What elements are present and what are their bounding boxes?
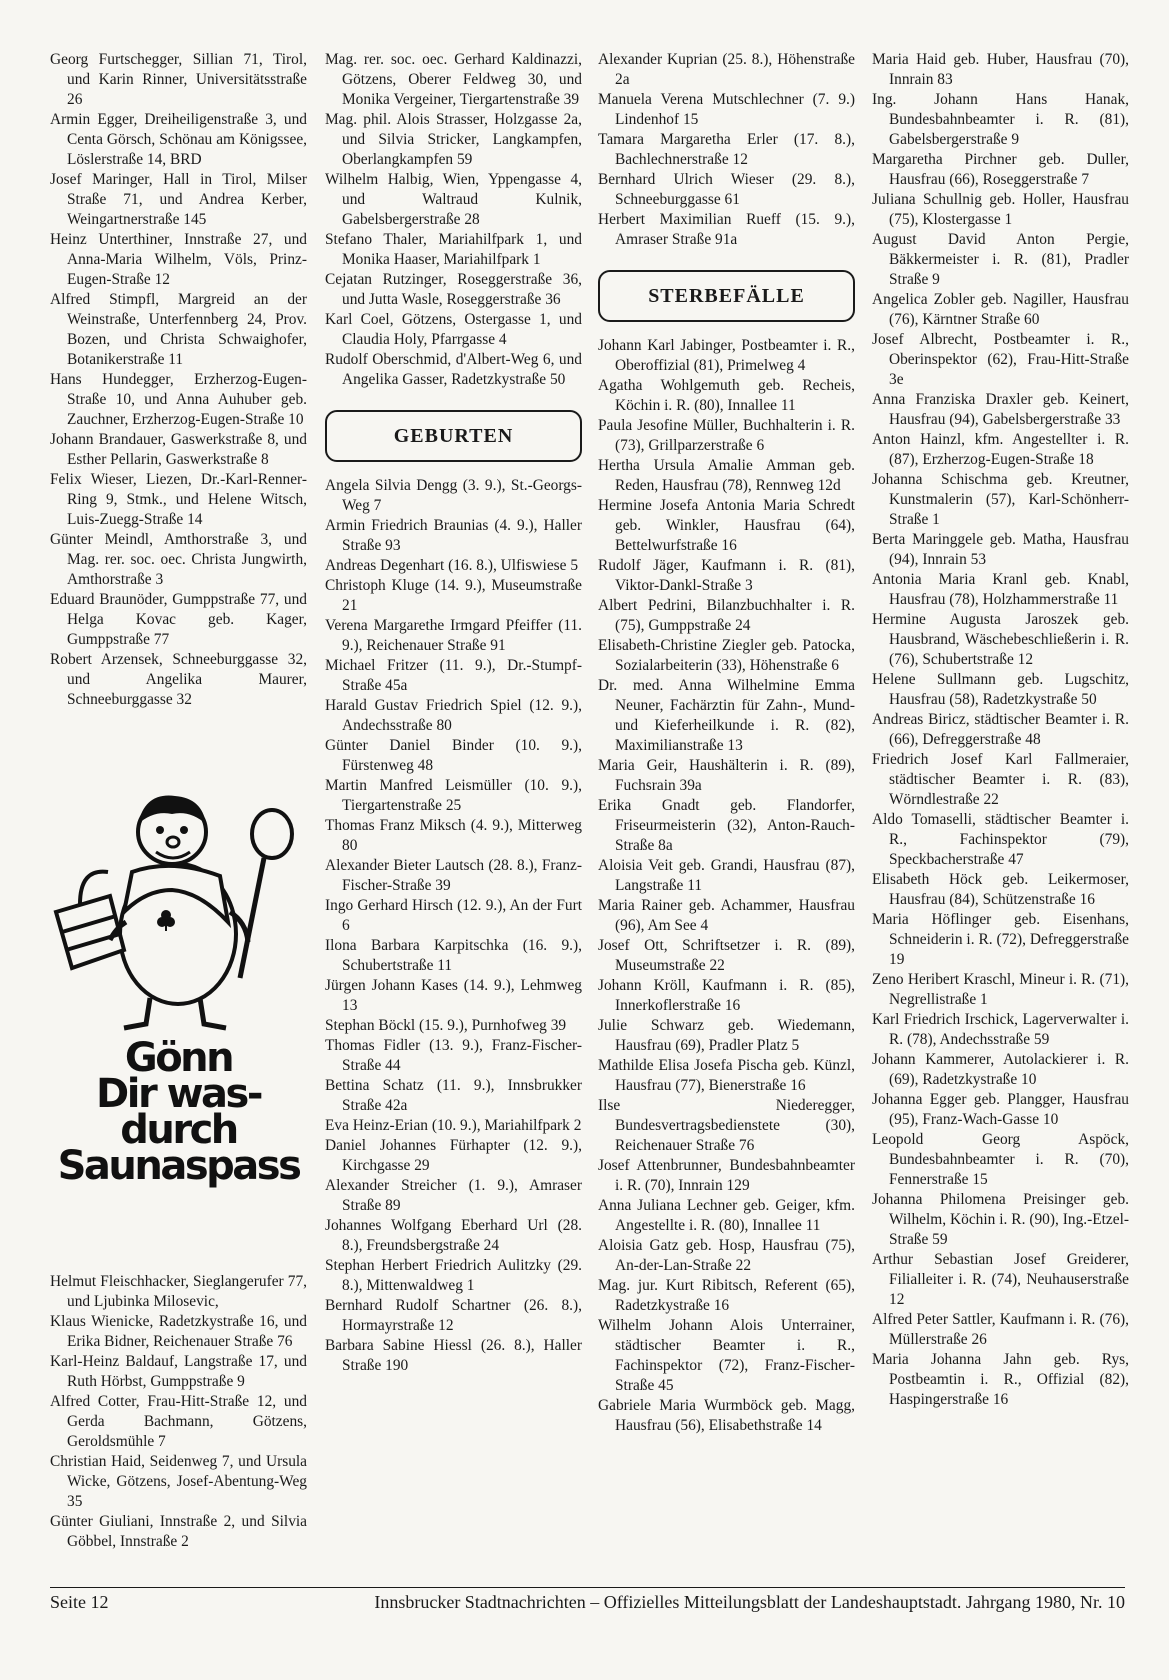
marriages-list-2: [325, 50, 582, 390]
marriage-entry: Eduard Braunöder, Gumppstraße 77, und Helga Kovac geb. Kager, Gumppstraße 77: [50, 591, 307, 648]
death-entry: Hermine Augusta Jaroszek geb. Hausbrand, Wäschebeschließerin i. R. (76), Schubertstraße 12: [872, 611, 1129, 668]
marriage-entry: Armin Egger, Dreiheiligenstraße 3, und Centa Görsch, Schönau am Königssee, Löslerstraße 14, BRD: [50, 111, 307, 168]
death-entry: Elisabeth Höck geb. Leikermoser, Hausfrau (84), Schützenstraße 16: [872, 871, 1129, 908]
marriage-entry: Rudolf Oberschmid, d'Albert-Weg 6, und Angelika Gasser, Radetzkystraße 50: [325, 351, 582, 388]
marriage-entry: Günter Giuliani, Innstraße 2, und Silvia Göbbel, Innstraße 2: [50, 1513, 307, 1550]
death-entry: Paula Jesofine Müller, Buchhalterin i. R. (73), Grillparzerstraße 6: [598, 417, 855, 454]
birth-entry: Harald Gustav Friedrich Spiel (12. 9.), Andechsstraße 80: [325, 697, 582, 734]
marriage-entry: Mag. rer. soc. oec. Gerhard Kaldinazzi, Götzens, Oberer Feldweg 30, und Monika Vergeiner, Tiergartenstraße 39: [325, 51, 582, 108]
birth-entry: Martin Manfred Leismüller (10. 9.), Tiergartenstraße 25: [325, 777, 582, 814]
birth-entry: Armin Friedrich Braunias (4. 9.), Haller Straße 93: [325, 517, 582, 554]
death-entry: Alfred Peter Sattler, Kaufmann i. R. (76), Müllerstraße 26: [872, 1311, 1129, 1348]
marriage-entry: Josef Maringer, Hall in Tirol, Milser Straße 71, und Andrea Kerber, Weingartnerstraße 145: [50, 171, 307, 228]
death-entry: Berta Maringgele geb. Matha, Hausfrau (94), Innrain 53: [872, 531, 1129, 568]
marriage-entry: Helmut Fleischhacker, Sieglangerufer 77, und Ljubinka Milosevic,: [50, 1273, 307, 1310]
death-entry: Maria Johanna Jahn geb. Rys, Postbeamtin i. R., Offizial (82), Haspingerstraße 16: [872, 1351, 1129, 1408]
death-entry: Andreas Biricz, städtischer Beamter i. R. (66), Defreggerstraße 48: [872, 711, 1129, 748]
death-entry: Maria Rainer geb. Achammer, Hausfrau (96), Am See 4: [598, 897, 855, 934]
birth-entry: Thomas Franz Miksch (4. 9.), Mitterweg 80: [325, 817, 582, 854]
slogan-line: Dir was-: [96, 1071, 261, 1117]
death-entry: Johanna Philomena Preisinger geb. Wilhelm, Köchin i. R. (90), Ing.-Etzel-Straße 59: [872, 1191, 1129, 1248]
birth-entry: Alexander Bieter Lautsch (28. 8.), Franz-Fischer-Straße 39: [325, 857, 582, 894]
death-entry: Helene Sullmann geb. Lugschitz, Hausfrau (58), Radetzkystraße 50: [872, 671, 1129, 708]
marriage-entry: Karl-Heinz Baldauf, Langstraße 17, und Ruth Hörbst, Gumppstraße 9: [50, 1353, 307, 1390]
birth-entry: Ilona Barbara Karpitschka (16. 9.), Schubertstraße 11: [325, 937, 582, 974]
birth-entry: Barbara Sabine Hiessl (26. 8.), Haller Straße 190: [325, 1337, 582, 1374]
death-entry: Erika Gnadt geb. Flandorfer, Friseurmeisterin (32), Anton-Rauch-Straße 8a: [598, 797, 855, 854]
marriage-entry: Wilhelm Halbig, Wien, Yppengasse 4, und Waltraud Kulnik, Gabelsbergerstraße 28: [325, 171, 582, 228]
marriage-entry: Günter Meindl, Amthorstraße 3, und Mag. rer. soc. oec. Christa Jungwirth, Amthorstraße 3: [50, 531, 307, 588]
birth-entry: Verena Margarethe Irmgard Pfeiffer (11. 9.), Reichenauer Straße 91: [325, 617, 582, 654]
marriage-entry: Mag. phil. Alois Strasser, Holzgasse 2a, und Silvia Stricker, Langkampfen, Oberlangkampfen 59: [325, 111, 582, 168]
birth-entry: Herbert Maximilian Rueff (15. 9.), Amraser Straße 91a: [598, 211, 855, 248]
birth-entry: Bernhard Ulrich Wieser (29. 8.), Schneeburggasse 61: [598, 171, 855, 208]
death-entry: Rudolf Jäger, Kaufmann i. R. (81), Viktor-Dankl-Straße 3: [598, 557, 855, 594]
publication-line: Innsbrucker Stadtnachrichten – Offizielles Mitteilungsblatt der Landeshauptstadt. Jahrgang 1980, Nr. 10: [374, 1592, 1125, 1612]
marriage-entry: Cejatan Rutzinger, Roseggerstraße 36, und Jutta Wasle, Roseggerstraße 36: [325, 271, 582, 308]
death-entry: Margaretha Pirchner geb. Duller, Hausfrau (66), Roseggerstraße 7: [872, 151, 1129, 188]
death-entry: Josef Albrecht, Postbeamter i. R., Oberinspektor (62), Frau-Hitt-Straße 3e: [872, 331, 1129, 388]
death-entry: Dr. med. Anna Wilhelmine Emma Neuner, Fachärztin für Zahn-, Mund- und Kieferheilkunde i. R. (82), Maximilianstraße 13: [598, 677, 855, 754]
sauna-mascot-illustration: [50, 772, 307, 1042]
death-entry: Gabriele Maria Wurmböck geb. Magg, Hausfrau (56), Elisabethstraße 14: [598, 1397, 855, 1434]
death-entry: Anton Hainzl, kfm. Angestellter i. R. (87), Erzherzog-Eugen-Straße 18: [872, 431, 1129, 468]
deaths-list-2: [872, 50, 1129, 1410]
death-entry: Julie Schwarz geb. Wiedemann, Hausfrau (69), Pradler Platz 5: [598, 1017, 855, 1054]
births-heading: GEBURTEN: [325, 410, 582, 462]
death-entry: August David Anton Pergie, Bäkkermeister i. R. (81), Pradler Straße 9: [872, 231, 1129, 288]
birth-entry: Günter Daniel Binder (10. 9.), Fürstenweg 48: [325, 737, 582, 774]
birth-entry: Bettina Schatz (11. 9.), Innsbrukker Straße 42a: [325, 1077, 582, 1114]
marriage-entry: Georg Furtschegger, Sillian 71, Tirol, und Karin Rinner, Universitätsstraße 26: [50, 51, 307, 108]
page-number: Seite 12: [50, 1592, 109, 1612]
death-entry: Aldo Tomaselli, städtischer Beamter i. R., Fachinspektor (79), Speckbacherstraße 47: [872, 811, 1129, 868]
marriage-entry: Alfred Cotter, Frau-Hitt-Straße 12, und Gerda Bachmann, Götzens, Geroldsmühle 7: [50, 1393, 307, 1450]
births-list-continued: [598, 50, 855, 250]
births-list: [325, 476, 582, 1376]
death-entry: Johann Karl Jabinger, Postbeamter i. R., Oberoffizial (81), Primelweg 4: [598, 337, 855, 374]
birth-entry: Alexander Kuprian (25. 8.), Höhenstraße 2a: [598, 51, 855, 88]
marriage-entry: Karl Coel, Götzens, Ostergasse 1, und Claudia Holy, Pfarrgasse 4: [325, 311, 582, 348]
death-entry: Aloisia Veit geb. Grandi, Hausfrau (87), Langstraße 11: [598, 857, 855, 894]
column-4: [872, 50, 1129, 1410]
birth-entry: Andreas Degenhart (16. 8.), Ulfiswiese 5: [325, 557, 579, 574]
death-entry: Ing. Johann Hans Hanak, Bundesbahnbeamter i. R. (81), Gabelsbergerstraße 9: [872, 91, 1129, 148]
death-entry: Wilhelm Johann Alois Unterrainer, städtischer Beamter i. R., Fachinspektor (72), Franz-Fischer-Straße 45: [598, 1317, 855, 1394]
death-entry: Johann Kammerer, Autolackierer i. R. (69), Radetzkystraße 10: [872, 1051, 1129, 1088]
birth-entry: Angela Silvia Dengg (3. 9.), St.-Georgs-Weg 7: [325, 477, 582, 514]
birth-entry: Bernhard Rudolf Schartner (26. 8.), Hormayrstraße 12: [325, 1297, 582, 1334]
birth-entry: Tamara Margaretha Erler (17. 8.), Bachlechnerstraße 12: [598, 131, 855, 168]
death-entry: Angelica Zobler geb. Nagiller, Hausfrau (76), Kärntner Straße 60: [872, 291, 1129, 328]
birth-entry: Ingo Gerhard Hirsch (12. 9.), An der Furt 6: [325, 897, 582, 934]
birth-entry: Manuela Verena Mutschlechner (7. 9.) Lindenhof 15: [598, 91, 855, 128]
birth-entry: Johannes Wolfgang Eberhard Url (28. 8.), Freundsbergstraße 24: [325, 1217, 582, 1254]
death-entry: Johann Kröll, Kaufmann i. R. (85), Innerkoflerstraße 16: [598, 977, 855, 1014]
death-entry: Josef Ott, Schriftsetzer i. R. (89), Museumstraße 22: [598, 937, 855, 974]
birth-entry: Alexander Streicher (1. 9.), Amraser Straße 89: [325, 1177, 582, 1214]
death-entry: Mag. jur. Kurt Ribitsch, Referent (65), Radetzkystraße 16: [598, 1277, 855, 1314]
death-entry: Arthur Sebastian Josef Greiderer, Filialleiter i. R. (74), Neuhauserstraße 12: [872, 1251, 1129, 1308]
deaths-heading: STERBEFÄLLE: [598, 270, 855, 322]
death-entry: Karl Friedrich Irschick, Lagerverwalter i. R. (78), Andechsstraße 59: [872, 1011, 1129, 1048]
marriage-entry: Stefano Thaler, Mariahilfpark 1, und Monika Haaser, Mariahilfpark 1: [325, 231, 582, 268]
death-entry: Albert Pedrini, Bilanzbuchhalter i. R. (75), Gumppstraße 24: [598, 597, 855, 634]
death-entry: Mathilde Elisa Josefa Pischa geb. Künzl, Hausfrau (77), Bienerstraße 16: [598, 1057, 855, 1094]
sauna-advertisement: [50, 772, 307, 1252]
birth-entry: Daniel Johannes Fürhapter (12. 9.), Kirchgasse 29: [325, 1137, 582, 1174]
birth-entry: Jürgen Johann Kases (14. 9.), Lehmweg 13: [325, 977, 582, 1014]
marriage-entry: Klaus Wienicke, Radetzkystraße 16, und Erika Bidner, Reichenauer Straße 76: [50, 1313, 307, 1350]
birth-entry: Thomas Fidler (13. 9.), Franz-Fischer-Straße 44: [325, 1037, 582, 1074]
page-footer: [50, 1587, 1125, 1613]
death-entry: Zeno Heribert Kraschl, Mineur i. R. (71), Negrellistraße 1: [872, 971, 1129, 1008]
marriage-entry: Robert Arzensek, Schneeburggasse 32, und Angelika Maurer, Schneeburggasse 32: [50, 651, 307, 708]
death-entry: Elisabeth-Christine Ziegler geb. Patocka, Sozialarbeiterin (33), Höhenstraße 6: [598, 637, 855, 674]
death-entry: Anna Franziska Draxler geb. Keinert, Hausfrau (94), Gabelsbergerstraße 33: [872, 391, 1129, 428]
marriage-entry: Christian Haid, Seidenweg 7, und Ursula Wicke, Götzens, Josef-Abentung-Weg 35: [50, 1453, 307, 1510]
birth-entry: Eva Heinz-Erian (10. 9.), Mariahilfpark 2: [325, 1117, 582, 1134]
column-3: [598, 50, 855, 1436]
death-entry: Leopold Georg Aspöck, Bundesbahnbeamter i. R. (70), Fennerstraße 15: [872, 1131, 1129, 1188]
death-entry: Antonia Maria Kranl geb. Knabl, Hausfrau (78), Holzhammerstraße 11: [872, 571, 1129, 608]
death-entry: Anna Juliana Lechner geb. Geiger, kfm. Angestellte i. R. (80), Innallee 11: [598, 1197, 855, 1234]
marriage-entry: Hans Hundegger, Erzherzog-Eugen-Straße 10, und Anna Auhuber geb. Zauchner, Erzherzog-Eugen-Straße 10: [50, 371, 307, 428]
death-entry: Friedrich Josef Karl Fallmeraier, städtischer Beamter i. R. (83), Wörndlestraße 22: [872, 751, 1129, 808]
death-entry: Maria Haid geb. Huber, Hausfrau (70), Innrain 83: [872, 51, 1129, 88]
deaths-list-1: [598, 336, 855, 1436]
marriage-entry: Felix Wieser, Liezen, Dr.-Karl-Renner-Ring 9, Stmk., und Helene Witsch, Luis-Zuegg-Straße 14: [50, 471, 307, 528]
birth-entry: Michael Fritzer (11. 9.), Dr.-Stumpf-Straße 45a: [325, 657, 582, 694]
column-2: [325, 50, 582, 1376]
death-entry: Johanna Schischma geb. Kreutner, Kunstmalerin (57), Karl-Schönherr-Straße 1: [872, 471, 1129, 528]
death-entry: Ilse Niederegger, Bundesvertragsbedienstete (30), Reichenauer Straße 76: [598, 1097, 855, 1154]
marriages-list-1b: [50, 1272, 307, 1552]
birth-entry: Stephan Herbert Friedrich Aulitzky (29. 8.), Mittenwaldweg 1: [325, 1257, 582, 1294]
death-entry: Aloisia Gatz geb. Hosp, Hausfrau (75), An-der-Lan-Straße 22: [598, 1237, 855, 1274]
death-entry: Hertha Ursula Amalie Amman geb. Reden, Hausfrau (78), Rennweg 12d: [598, 457, 855, 494]
birth-entry: Stephan Böckl (15. 9.), Purnhofweg 39: [325, 1017, 567, 1034]
death-entry: Johanna Egger geb. Plangger, Hausfrau (95), Franz-Wach-Gasse 10: [872, 1091, 1129, 1128]
slogan-line: Gönn: [124, 1035, 233, 1081]
death-entry: Maria Geir, Haushälterin i. R. (89), Fuchsrain 39a: [598, 757, 855, 794]
death-entry: Agatha Wohlgemuth geb. Recheis, Köchin i. R. (80), Innallee 11: [598, 377, 855, 414]
death-entry: Maria Höflinger geb. Eisenhans, Schneiderin i. R. (72), Defreggerstraße 19: [872, 911, 1129, 968]
marriages-list-1: [50, 50, 307, 710]
column-1: [50, 50, 307, 1552]
marriage-entry: Alfred Stimpfl, Margreid an der Weinstraße, Unterfennberg 24, Prov. Bozen, und Christa Schwaighofer, Botanikerstraße 11: [50, 291, 307, 368]
slogan-line: Saunaspass: [57, 1143, 300, 1189]
death-entry: Hermine Josefa Antonia Maria Schredt geb. Winkler, Hausfrau (64), Bettelwurfstraße 16: [598, 497, 855, 554]
slogan-line: durch: [120, 1107, 237, 1153]
birth-entry: Christoph Kluge (14. 9.), Museumstraße 21: [325, 577, 582, 614]
ad-slogan: [50, 1035, 307, 1189]
death-entry: Juliana Schullnig geb. Holler, Hausfrau (75), Klostergasse 1: [872, 191, 1129, 228]
death-entry: Josef Attenbrunner, Bundesbahnbeamter i. R. (70), Innrain 129: [598, 1157, 855, 1194]
marriage-entry: Heinz Unterthiner, Innstraße 27, und Anna-Maria Wilhelm, Völs, Prinz-Eugen-Straße 12: [50, 231, 307, 288]
marriage-entry: Johann Brandauer, Gaswerkstraße 8, und Esther Pellarin, Gaswerkstraße 8: [50, 431, 307, 468]
